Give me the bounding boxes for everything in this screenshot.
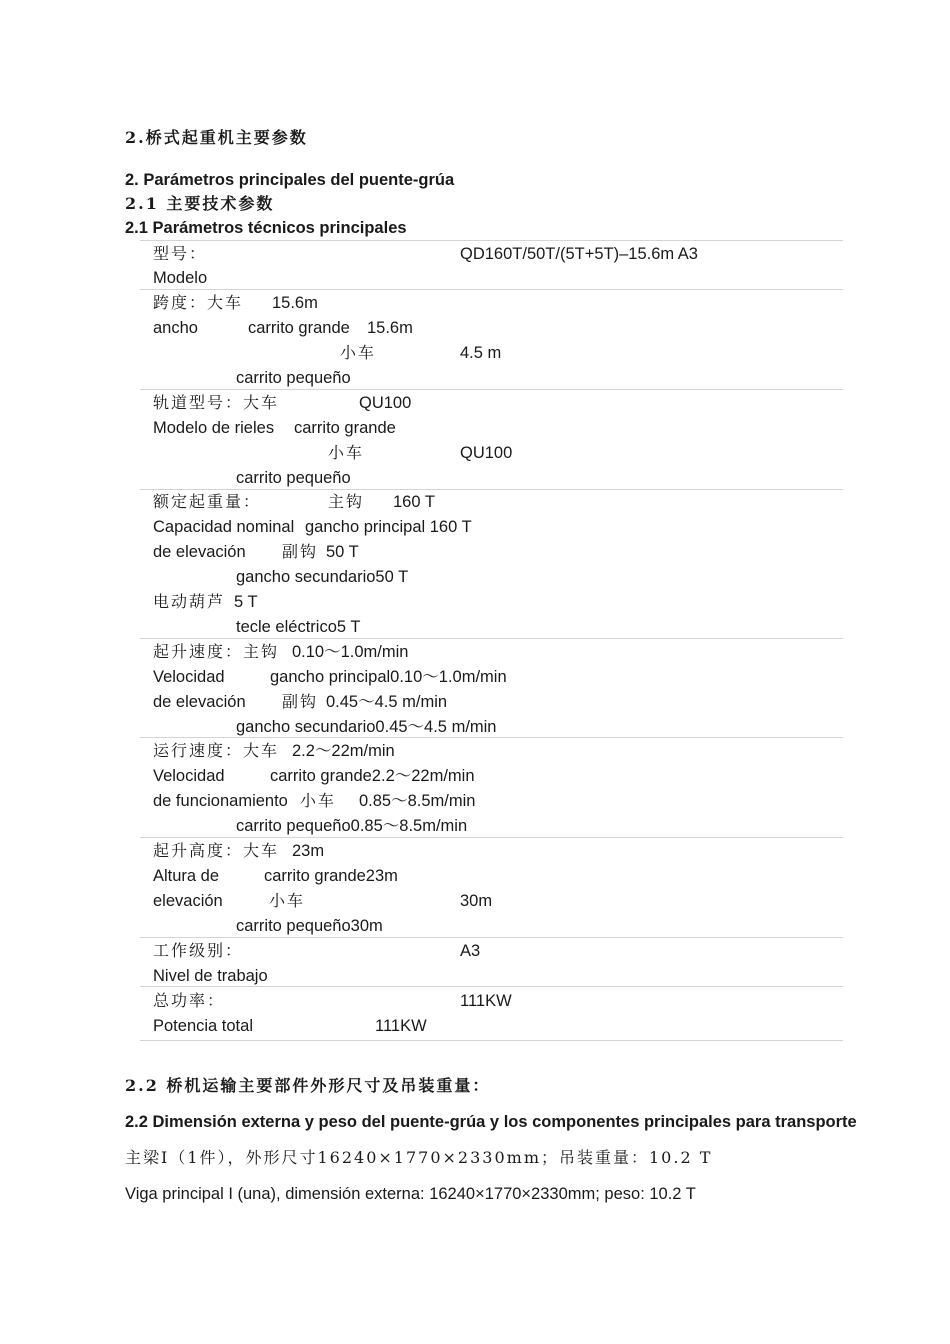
table-rule [140,489,843,490]
capacity-sub-es-2: gancho secundario50 T [236,568,409,586]
subheading-zh: 2.1 主要技术参数 [125,194,275,213]
lift-speed-label-es-1: Velocidad [153,668,225,686]
lift-speed-value-2: 0.45～4.5 m/min [326,693,448,711]
run-speed-label-es-1: Velocidad [153,767,225,785]
lift-speed-sub-es-1: gancho principal0.10～1.0m/min [270,668,507,686]
span-value-2: 4.5 m [460,344,502,362]
model-value: QD160T/50T/(5T+5T)–15.6m A3 [460,245,698,263]
span-sub-es-1: carrito grande [248,319,350,337]
span-label-zh: 跨度：大车 [153,293,244,312]
capacity-sub-es-3: tecle eléctrico5 T [236,618,361,636]
lift-speed-sub-es-2: gancho secundario0.45～4.5 m/min [236,718,497,736]
table-rule [140,937,843,938]
capacity-value-2: 50 T [326,543,359,561]
run-speed-sub-zh-2: 小车 [300,791,337,810]
rail-value-1: QU100 [359,394,412,412]
main-beam-line-zh: 主梁Ⅰ（1件），外形尺寸16240×1770×2330mm；吊装重量：10.2 T [125,1148,713,1167]
capacity-sub-zh-3: 电动葫芦 [153,592,226,611]
lift-height-value-2: 30m [460,892,493,910]
table-rule [140,389,843,390]
lift-speed-label-zh: 起升速度：主钩 [153,642,280,661]
run-speed-label-es-2: de funcionamiento [153,792,288,810]
span-value-1-es: 15.6m [367,319,413,337]
capacity-value-3: 5 T [234,593,258,611]
work-class-label-es: Nivel de trabajo [153,967,268,985]
lift-speed-value-1: 0.10～1.0m/min [292,643,409,661]
rail-sub-zh-2: 小车 [328,443,365,462]
rail-sub-es-2: carrito pequeño [236,469,351,487]
table-rule [140,638,843,639]
subheading-es: 2.1 Parámetros técnicos principales [125,219,407,237]
lift-height-sub-zh-2: 小车 [269,891,306,910]
section-22-es: 2.2 Dimensión externa y peso del puente-grúa y los componentes principales para transporte [125,1113,857,1131]
power-label-es: Potencia total [153,1017,253,1035]
table-rule [140,240,843,241]
power-label-zh: 总功率： [153,991,226,1010]
run-speed-value-1: 2.2～22m/min [292,742,395,760]
table-rule [140,737,843,738]
lift-height-label-es-1: Altura de [153,867,220,885]
capacity-label-es-1: Capacidad nominal [153,518,295,536]
lift-height-value-1: 23m [292,842,325,860]
span-label-es: ancho [153,319,198,337]
rail-value-2: QU100 [460,444,513,462]
lift-speed-label-es-2: de elevación [153,693,246,711]
heading-es: 2. Parámetros principales del puente-grúa [125,171,455,189]
model-label-es: Modelo [153,269,208,287]
run-speed-value-2: 0.85～8.5m/min [359,792,476,810]
capacity-label-es-2: de elevación [153,543,246,561]
rail-label-es: Modelo de rieles [153,419,275,437]
span-sub-es-2: carrito pequeño [236,369,351,387]
run-speed-label-zh: 运行速度：大车 [153,741,280,760]
span-sub-zh-2: 小车 [340,343,377,362]
table-rule [140,986,843,987]
lift-height-sub-es-2: carrito pequeño30m [236,917,383,935]
capacity-value-1: 160 T [393,493,435,511]
lift-height-label-es-2: elevación [153,892,223,910]
model-label-zh: 型号： [153,244,208,263]
run-speed-sub-es-2: carrito pequeño0.85～8.5m/min [236,817,468,835]
work-class-label-zh: 工作级别： [153,941,244,960]
power-value-es: 111KW [375,1017,427,1035]
table-rule [140,289,843,290]
power-value: 111KW [460,992,512,1010]
span-value-1: 15.6m [272,294,318,312]
table-rule [140,837,843,838]
work-class-value: A3 [460,942,481,960]
lift-height-sub-es-1: carrito grande23m [264,867,398,885]
section-22-zh: 2.2 桥机运输主要部件外形尺寸及吊装重量： [125,1076,491,1095]
rail-sub-es-1: carrito grande [294,419,396,437]
run-speed-sub-es-1: carrito grande2.2～22m/min [270,767,475,785]
capacity-sub-zh-1: 主钩 [328,492,365,511]
capacity-sub-zh-2: 副钩 [282,542,319,561]
heading-zh: 2.桥式起重机主要参数 [125,128,308,147]
lift-speed-sub-zh-2: 副钩 [282,692,319,711]
rail-label-zh: 轨道型号：大车 [153,393,280,412]
capacity-sub-es-1: gancho principal 160 T [305,518,472,536]
capacity-label-zh: 额定起重量： [153,492,262,511]
main-beam-line-es: Viga principal I (una), dimensión externa: 16240×1770×2330mm; peso: 10.2 T [125,1185,696,1203]
table-rule [140,1040,843,1041]
lift-height-label-zh: 起升高度：大车 [153,841,280,860]
